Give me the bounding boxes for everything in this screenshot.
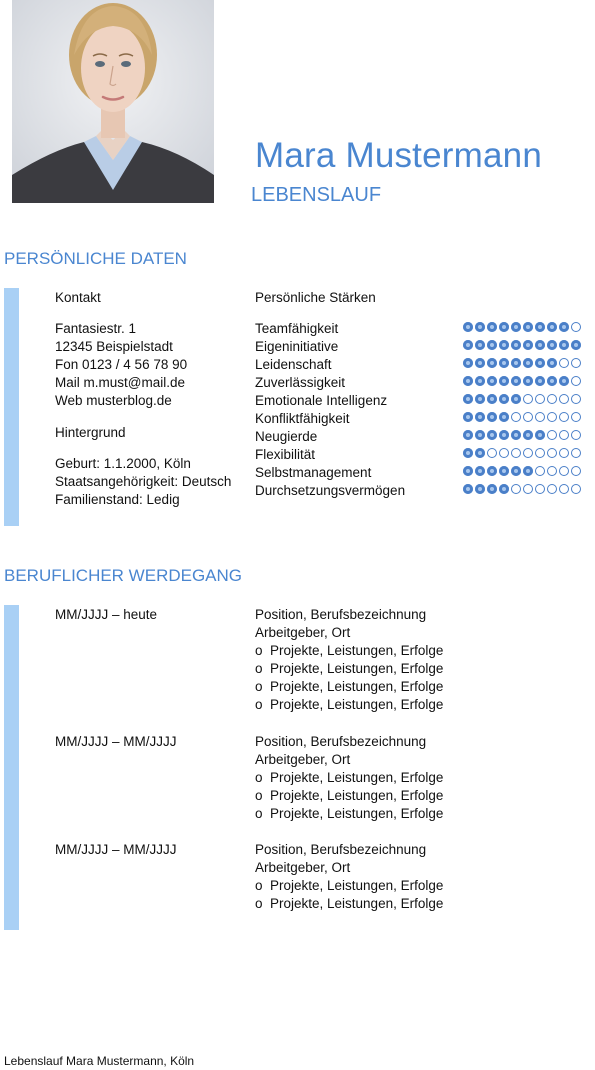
rating-dot-empty bbox=[559, 466, 569, 476]
rating-dot-empty bbox=[571, 322, 581, 332]
contact-mail: Mail m.must@mail.de bbox=[55, 375, 185, 390]
rating-dot-empty bbox=[559, 430, 569, 440]
career-bullet-text: Projekte, Leistungen, Erfolge bbox=[270, 697, 444, 712]
career-bullet-text: Projekte, Leistungen, Erfolge bbox=[270, 896, 444, 911]
rating-dot-filled bbox=[463, 340, 473, 350]
background-birth: Geburt: 1.1.2000, Köln bbox=[55, 456, 191, 471]
rating-dot-filled bbox=[523, 376, 533, 386]
rating-dot-filled bbox=[523, 340, 533, 350]
rating-dot-empty bbox=[499, 448, 509, 458]
career-date: MM/JJJJ – MM/JJJJ bbox=[55, 734, 177, 749]
rating-dot-filled bbox=[511, 340, 521, 350]
career-employer: Arbeitgeber, Ort bbox=[255, 625, 351, 640]
contact-phone: Fon 0123 / 4 56 78 90 bbox=[55, 357, 188, 372]
bullet-marker: o bbox=[255, 679, 263, 694]
rating-dot-filled bbox=[511, 322, 521, 332]
strength-label: Durchsetzungsvermögen bbox=[255, 483, 406, 498]
rating-dot-empty bbox=[571, 376, 581, 386]
rating-dot-empty bbox=[547, 394, 557, 404]
rating-dot-filled bbox=[475, 484, 485, 494]
rating-dot-filled bbox=[463, 322, 473, 332]
rating-dot-filled bbox=[571, 340, 581, 350]
rating-dot-filled bbox=[463, 394, 473, 404]
strength-rating bbox=[463, 466, 581, 476]
career-employer: Arbeitgeber, Ort bbox=[255, 752, 351, 767]
rating-dot-empty bbox=[511, 484, 521, 494]
rating-dot-empty bbox=[523, 394, 533, 404]
rating-dot-empty bbox=[535, 412, 545, 422]
strength-rating bbox=[463, 376, 581, 386]
rating-dot-empty bbox=[535, 394, 545, 404]
section-title-personal: PERSÖNLICHE DATEN bbox=[4, 249, 187, 268]
background-nationality: Staatsangehörigkeit: Deutsch bbox=[55, 474, 232, 489]
rating-dot-empty bbox=[571, 412, 581, 422]
career-bullet-text: Projekte, Leistungen, Erfolge bbox=[270, 679, 444, 694]
rating-dot-filled bbox=[547, 322, 557, 332]
strength-rating bbox=[463, 322, 581, 332]
rating-dot-filled bbox=[535, 322, 545, 332]
rating-dot-empty bbox=[559, 394, 569, 404]
strength-label: Leidenschaft bbox=[255, 357, 332, 372]
rating-dot-empty bbox=[547, 448, 557, 458]
bullet-marker: o bbox=[255, 806, 263, 821]
rating-dot-empty bbox=[523, 484, 533, 494]
rating-dot-filled bbox=[547, 358, 557, 368]
rating-dot-filled bbox=[475, 448, 485, 458]
rating-dot-filled bbox=[499, 412, 509, 422]
contact-address-city: 12345 Beispielstadt bbox=[55, 339, 173, 354]
rating-dot-empty bbox=[547, 430, 557, 440]
bullet-marker: o bbox=[255, 643, 263, 658]
strength-rating bbox=[463, 340, 581, 350]
rating-dot-filled bbox=[475, 412, 485, 422]
background-heading: Hintergrund bbox=[55, 425, 126, 440]
rating-dot-filled bbox=[523, 466, 533, 476]
background-marital-status: Familienstand: Ledig bbox=[55, 492, 180, 507]
strength-label: Selbstmanagement bbox=[255, 465, 372, 480]
contact-web: Web musterblog.de bbox=[55, 393, 172, 408]
rating-dot-filled bbox=[547, 376, 557, 386]
rating-dot-filled bbox=[487, 484, 497, 494]
rating-dot-filled bbox=[463, 448, 473, 458]
rating-dot-filled bbox=[523, 358, 533, 368]
rating-dot-filled bbox=[511, 376, 521, 386]
rating-dot-empty bbox=[547, 466, 557, 476]
rating-dot-filled bbox=[487, 412, 497, 422]
rating-dot-filled bbox=[499, 376, 509, 386]
rating-dot-empty bbox=[535, 448, 545, 458]
strength-rating bbox=[463, 358, 581, 368]
strength-label: Emotionale Intelligenz bbox=[255, 393, 388, 408]
rating-dot-empty bbox=[571, 358, 581, 368]
career-position: Position, Berufsbezeichnung bbox=[255, 842, 427, 857]
rating-dot-empty bbox=[535, 466, 545, 476]
rating-dot-filled bbox=[511, 394, 521, 404]
rating-dot-filled bbox=[535, 430, 545, 440]
career-date: MM/JJJJ – MM/JJJJ bbox=[55, 842, 177, 857]
rating-dot-filled bbox=[499, 322, 509, 332]
rating-dot-filled bbox=[487, 430, 497, 440]
career-bullet-item bbox=[255, 895, 443, 913]
rating-dot-empty bbox=[487, 448, 497, 458]
career-bullet-item bbox=[255, 642, 443, 660]
person-name: Mara Mustermann bbox=[255, 136, 542, 175]
rating-dot-empty bbox=[571, 394, 581, 404]
career-bullet-item bbox=[255, 877, 443, 895]
career-position: Position, Berufsbezeichnung bbox=[255, 607, 427, 622]
rating-dot-empty bbox=[559, 484, 569, 494]
rating-dot-empty bbox=[547, 412, 557, 422]
strength-label: Konfliktfähigkeit bbox=[255, 411, 350, 426]
strength-label: Flexibilität bbox=[255, 447, 316, 462]
bullet-marker: o bbox=[255, 661, 263, 676]
section-title-career: BERUFLICHER WERDEGANG bbox=[4, 566, 243, 585]
career-bullet-text: Projekte, Leistungen, Erfolge bbox=[270, 643, 444, 658]
strength-label: Neugierde bbox=[255, 429, 318, 444]
career-bullet-text: Projekte, Leistungen, Erfolge bbox=[270, 788, 444, 803]
rating-dot-filled bbox=[463, 430, 473, 440]
section-accent-bar bbox=[4, 288, 19, 526]
rating-dot-filled bbox=[475, 394, 485, 404]
strength-rating bbox=[463, 430, 581, 440]
career-bullet-item bbox=[255, 805, 443, 823]
rating-dot-filled bbox=[523, 322, 533, 332]
rating-dot-filled bbox=[535, 340, 545, 350]
rating-dot-filled bbox=[499, 484, 509, 494]
portrait-illustration bbox=[12, 0, 214, 203]
rating-dot-filled bbox=[511, 466, 521, 476]
rating-dot-filled bbox=[523, 430, 533, 440]
rating-dot-filled bbox=[475, 340, 485, 350]
strength-rating bbox=[463, 448, 581, 458]
footer-text: Lebenslauf Mara Mustermann, Köln bbox=[4, 1054, 195, 1068]
rating-dot-filled bbox=[475, 430, 485, 440]
bullet-marker: o bbox=[255, 697, 263, 712]
rating-dot-filled bbox=[475, 322, 485, 332]
rating-dot-filled bbox=[487, 358, 497, 368]
career-bullet-item bbox=[255, 696, 443, 714]
rating-dot-empty bbox=[511, 448, 521, 458]
rating-dot-filled bbox=[499, 394, 509, 404]
rating-dot-filled bbox=[463, 466, 473, 476]
bullet-marker: o bbox=[255, 770, 263, 785]
strength-rating bbox=[463, 412, 581, 422]
rating-dot-empty bbox=[523, 448, 533, 458]
strength-rating bbox=[463, 484, 581, 494]
contact-address-street: Fantasiestr. 1 bbox=[55, 321, 137, 336]
career-bullet-item bbox=[255, 660, 443, 678]
career-bullet-item bbox=[255, 769, 443, 787]
rating-dot-filled bbox=[487, 340, 497, 350]
rating-dot-empty bbox=[547, 484, 557, 494]
rating-dot-filled bbox=[487, 322, 497, 332]
rating-dot-empty bbox=[571, 466, 581, 476]
document-subtitle: LEBENSLAUF bbox=[251, 184, 382, 206]
section-accent-bar bbox=[4, 605, 19, 930]
rating-dot-filled bbox=[559, 340, 569, 350]
career-bullet-text: Projekte, Leistungen, Erfolge bbox=[270, 806, 444, 821]
career-bullet-item bbox=[255, 787, 443, 805]
rating-dot-filled bbox=[487, 376, 497, 386]
rating-dot-empty bbox=[559, 358, 569, 368]
rating-dot-filled bbox=[475, 376, 485, 386]
rating-dot-filled bbox=[487, 394, 497, 404]
strength-rating bbox=[463, 394, 581, 404]
career-date: MM/JJJJ – heute bbox=[55, 607, 158, 622]
rating-dot-filled bbox=[499, 358, 509, 368]
profile-photo bbox=[12, 0, 214, 203]
bullet-marker: o bbox=[255, 788, 263, 803]
rating-dot-filled bbox=[559, 322, 569, 332]
rating-dot-filled bbox=[535, 376, 545, 386]
career-bullet-text: Projekte, Leistungen, Erfolge bbox=[270, 661, 444, 676]
rating-dot-filled bbox=[511, 430, 521, 440]
career-employer: Arbeitgeber, Ort bbox=[255, 860, 351, 875]
rating-dot-filled bbox=[463, 376, 473, 386]
rating-dot-filled bbox=[559, 376, 569, 386]
career-bullet-text: Projekte, Leistungen, Erfolge bbox=[270, 878, 444, 893]
rating-dot-empty bbox=[511, 412, 521, 422]
rating-dot-filled bbox=[547, 340, 557, 350]
rating-dot-empty bbox=[523, 412, 533, 422]
rating-dot-empty bbox=[535, 484, 545, 494]
rating-dot-filled bbox=[499, 466, 509, 476]
rating-dot-filled bbox=[463, 412, 473, 422]
strengths-heading: Persönliche Stärken bbox=[255, 290, 376, 305]
rating-dot-empty bbox=[571, 430, 581, 440]
career-position: Position, Berufsbezeichnung bbox=[255, 734, 427, 749]
rating-dot-empty bbox=[559, 448, 569, 458]
bullet-marker: o bbox=[255, 878, 263, 893]
career-bullet-item bbox=[255, 678, 443, 696]
rating-dot-empty bbox=[559, 412, 569, 422]
rating-dot-filled bbox=[499, 430, 509, 440]
contact-heading: Kontakt bbox=[55, 290, 101, 305]
bullet-marker: o bbox=[255, 896, 263, 911]
strength-label: Eigeninitiative bbox=[255, 339, 339, 354]
rating-dot-filled bbox=[499, 340, 509, 350]
rating-dot-filled bbox=[535, 358, 545, 368]
rating-dot-filled bbox=[511, 358, 521, 368]
rating-dot-empty bbox=[571, 448, 581, 458]
career-bullet-text: Projekte, Leistungen, Erfolge bbox=[270, 770, 444, 785]
strength-label: Teamfähigkeit bbox=[255, 321, 339, 336]
rating-dot-filled bbox=[463, 358, 473, 368]
rating-dot-empty bbox=[571, 484, 581, 494]
rating-dot-filled bbox=[487, 466, 497, 476]
rating-dot-filled bbox=[463, 484, 473, 494]
rating-dot-filled bbox=[475, 358, 485, 368]
strength-label: Zuverlässigkeit bbox=[255, 375, 346, 390]
rating-dot-filled bbox=[475, 466, 485, 476]
